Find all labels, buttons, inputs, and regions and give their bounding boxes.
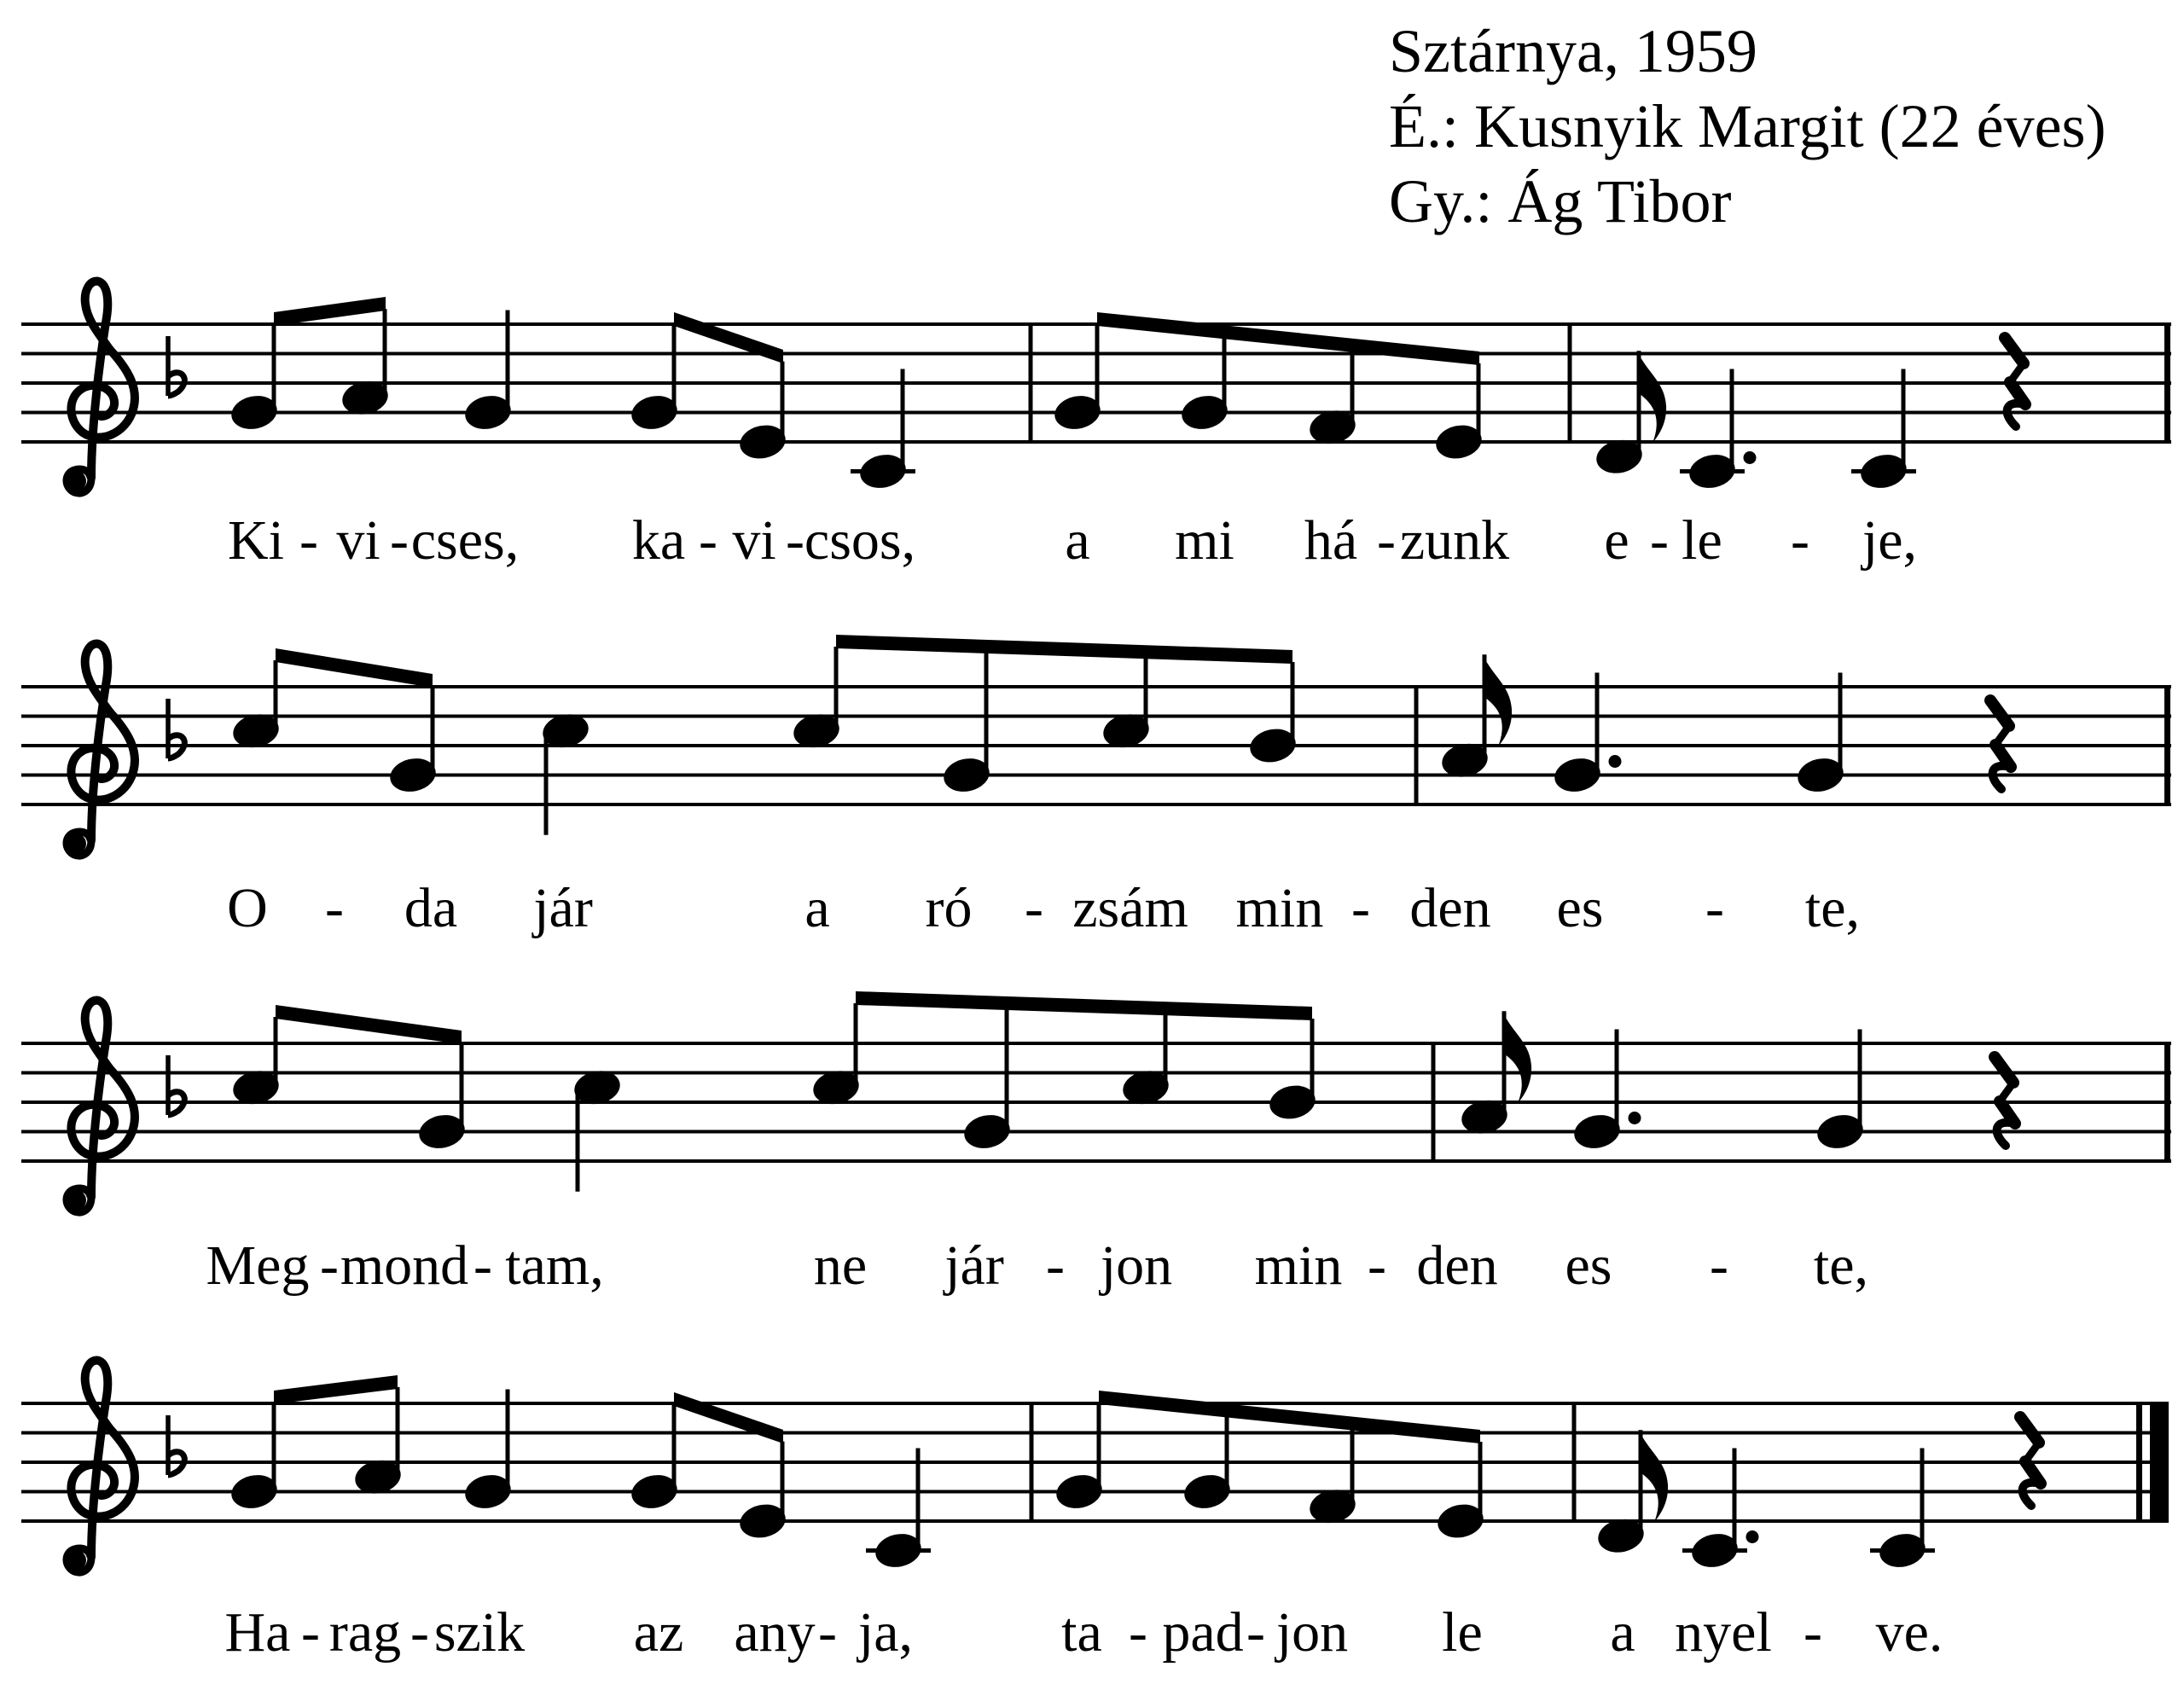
lyric-syllable: jon bbox=[1100, 1234, 1173, 1297]
beam bbox=[274, 297, 386, 326]
lyric-syllable: le bbox=[1682, 509, 1722, 572]
lyric-syllable: csos, bbox=[804, 509, 916, 572]
final-barline-thin bbox=[2136, 1403, 2142, 1521]
final-barline-thick bbox=[2150, 1403, 2169, 1521]
treble-clef bbox=[85, 1361, 110, 1557]
lyric-syllable: min bbox=[1254, 1234, 1343, 1297]
lyric-syllable: zunk bbox=[1399, 509, 1510, 572]
lyric-syllable: a bbox=[1065, 509, 1090, 572]
lyric-syllable: - bbox=[699, 509, 717, 572]
lyric-syllable: ja, bbox=[857, 1601, 914, 1664]
lyric-syllable: vi bbox=[336, 509, 380, 572]
quarter-rest bbox=[1997, 1123, 2015, 1146]
lyric-syllable: a bbox=[1610, 1601, 1635, 1664]
lyric-syllable: - bbox=[473, 1234, 492, 1297]
header-place-date: Sztárnya, 1959 bbox=[1389, 17, 1757, 85]
beam bbox=[276, 648, 433, 688]
lyric-syllable: es bbox=[1565, 1234, 1612, 1297]
lyric-syllable: da bbox=[404, 877, 458, 939]
lyric-syllable: - bbox=[1046, 1234, 1065, 1297]
lyric-syllable: - bbox=[299, 509, 318, 572]
beam bbox=[274, 1375, 398, 1404]
lyric-syllable: - bbox=[320, 1234, 339, 1297]
lyric-syllable: jár bbox=[533, 877, 593, 939]
quarter-rest bbox=[1995, 1057, 2013, 1083]
end-barline bbox=[2164, 687, 2170, 804]
eighth-flag bbox=[1637, 351, 1666, 443]
lyric-syllable: - bbox=[1129, 1601, 1147, 1664]
lyric-syllable: ka bbox=[631, 509, 686, 572]
lyric-syllable: - bbox=[1791, 509, 1809, 572]
beam bbox=[856, 991, 1312, 1020]
lyric-syllable: jár bbox=[944, 1234, 1004, 1297]
lyric-syllable: - bbox=[325, 877, 344, 939]
lyric-syllable: es bbox=[1556, 877, 1604, 939]
augmentation-dot bbox=[1744, 451, 1757, 464]
lyric-syllable: há bbox=[1304, 509, 1358, 572]
lyric-syllable: - bbox=[1246, 1601, 1265, 1664]
eighth-flag bbox=[1639, 1430, 1668, 1522]
lyric-syllable: az bbox=[633, 1601, 684, 1664]
lyric-syllable: - bbox=[1368, 1234, 1386, 1297]
lyric-syllable: den bbox=[1409, 877, 1491, 939]
lyric-syllable: - bbox=[1710, 1234, 1728, 1297]
lyric-syllable: rag bbox=[328, 1601, 402, 1664]
lyric-syllable: - bbox=[301, 1601, 320, 1664]
beam bbox=[674, 312, 783, 363]
quarter-rest bbox=[2023, 1483, 2041, 1506]
quarter-rest bbox=[1993, 766, 2011, 789]
treble-clef bbox=[85, 644, 110, 840]
lyric-syllable: zsám bbox=[1072, 877, 1188, 939]
lyric-syllable: ró bbox=[925, 877, 973, 939]
lyric-syllable: vi bbox=[732, 509, 776, 572]
lyric-syllable: ta bbox=[1061, 1601, 1102, 1664]
quarter-rest bbox=[2007, 404, 2025, 427]
quarter-rest bbox=[1990, 700, 2009, 726]
lyric-syllable: any bbox=[734, 1601, 816, 1664]
eighth-flag bbox=[1502, 1011, 1531, 1103]
lyric-syllable: - bbox=[818, 1601, 837, 1664]
header-informant: É.: Kusnyik Margit (22 éves) bbox=[1389, 92, 2106, 160]
lyric-syllable: ve. bbox=[1875, 1601, 1943, 1664]
lyric-syllable: szik bbox=[433, 1601, 526, 1664]
lyric-syllable: O bbox=[227, 877, 268, 939]
lyric-syllable: pad bbox=[1162, 1601, 1244, 1664]
lyric-syllable: - bbox=[1351, 877, 1370, 939]
lyric-syllable: - bbox=[1650, 509, 1669, 572]
lyric-syllable: te, bbox=[1813, 1234, 1869, 1297]
beam bbox=[674, 1392, 783, 1443]
lyric-syllable: - bbox=[1804, 1601, 1822, 1664]
lyric-syllable: a bbox=[804, 877, 830, 939]
eighth-flag bbox=[1483, 654, 1512, 746]
lyric-syllable: te, bbox=[1804, 877, 1861, 939]
quarter-rest bbox=[2020, 1417, 2039, 1443]
header-collector: Gy.: Ág Tibor bbox=[1389, 167, 1732, 235]
augmentation-dot bbox=[1629, 1112, 1641, 1124]
lyric-syllable: - bbox=[786, 509, 804, 572]
lyric-syllable: le bbox=[1442, 1601, 1483, 1664]
lyric-syllable: e bbox=[1604, 509, 1629, 572]
end-barline bbox=[2164, 324, 2170, 442]
quarter-rest bbox=[2005, 338, 2024, 363]
beam bbox=[276, 1005, 462, 1044]
lyric-syllable: Meg bbox=[206, 1234, 310, 1297]
lyric-syllable: cses, bbox=[410, 509, 520, 572]
treble-clef bbox=[66, 1190, 86, 1211]
lyric-syllable: mi bbox=[1175, 509, 1234, 572]
lyric-syllable: - bbox=[390, 509, 409, 572]
treble-clef bbox=[85, 282, 110, 478]
end-barline bbox=[2164, 1043, 2170, 1161]
lyric-syllable: tam, bbox=[505, 1234, 604, 1297]
lyric-syllable: Ki bbox=[228, 509, 284, 572]
beam bbox=[1097, 312, 1479, 365]
lyric-syllable: - bbox=[1025, 877, 1043, 939]
lyric-syllable: nyel bbox=[1675, 1601, 1772, 1664]
lyric-syllable: den bbox=[1416, 1234, 1498, 1297]
beam bbox=[1099, 1391, 1480, 1443]
lyric-syllable: - bbox=[1705, 877, 1724, 939]
lyric-syllable: Ha bbox=[224, 1601, 291, 1664]
lyric-syllable: mond bbox=[340, 1234, 469, 1297]
lyric-syllable: - bbox=[410, 1601, 429, 1664]
lyric-syllable: je, bbox=[1862, 509, 1918, 572]
augmentation-dot bbox=[1609, 755, 1622, 768]
treble-clef bbox=[66, 1550, 86, 1571]
augmentation-dot bbox=[1746, 1530, 1759, 1543]
beam bbox=[836, 635, 1292, 664]
treble-clef bbox=[66, 471, 86, 491]
lyric-syllable: ne bbox=[813, 1234, 868, 1297]
lyric-syllable: min bbox=[1235, 877, 1324, 939]
treble-clef bbox=[85, 1001, 110, 1197]
lyric-syllable: - bbox=[1377, 509, 1396, 572]
lyric-syllable: jon bbox=[1275, 1601, 1349, 1664]
treble-clef bbox=[66, 833, 86, 854]
